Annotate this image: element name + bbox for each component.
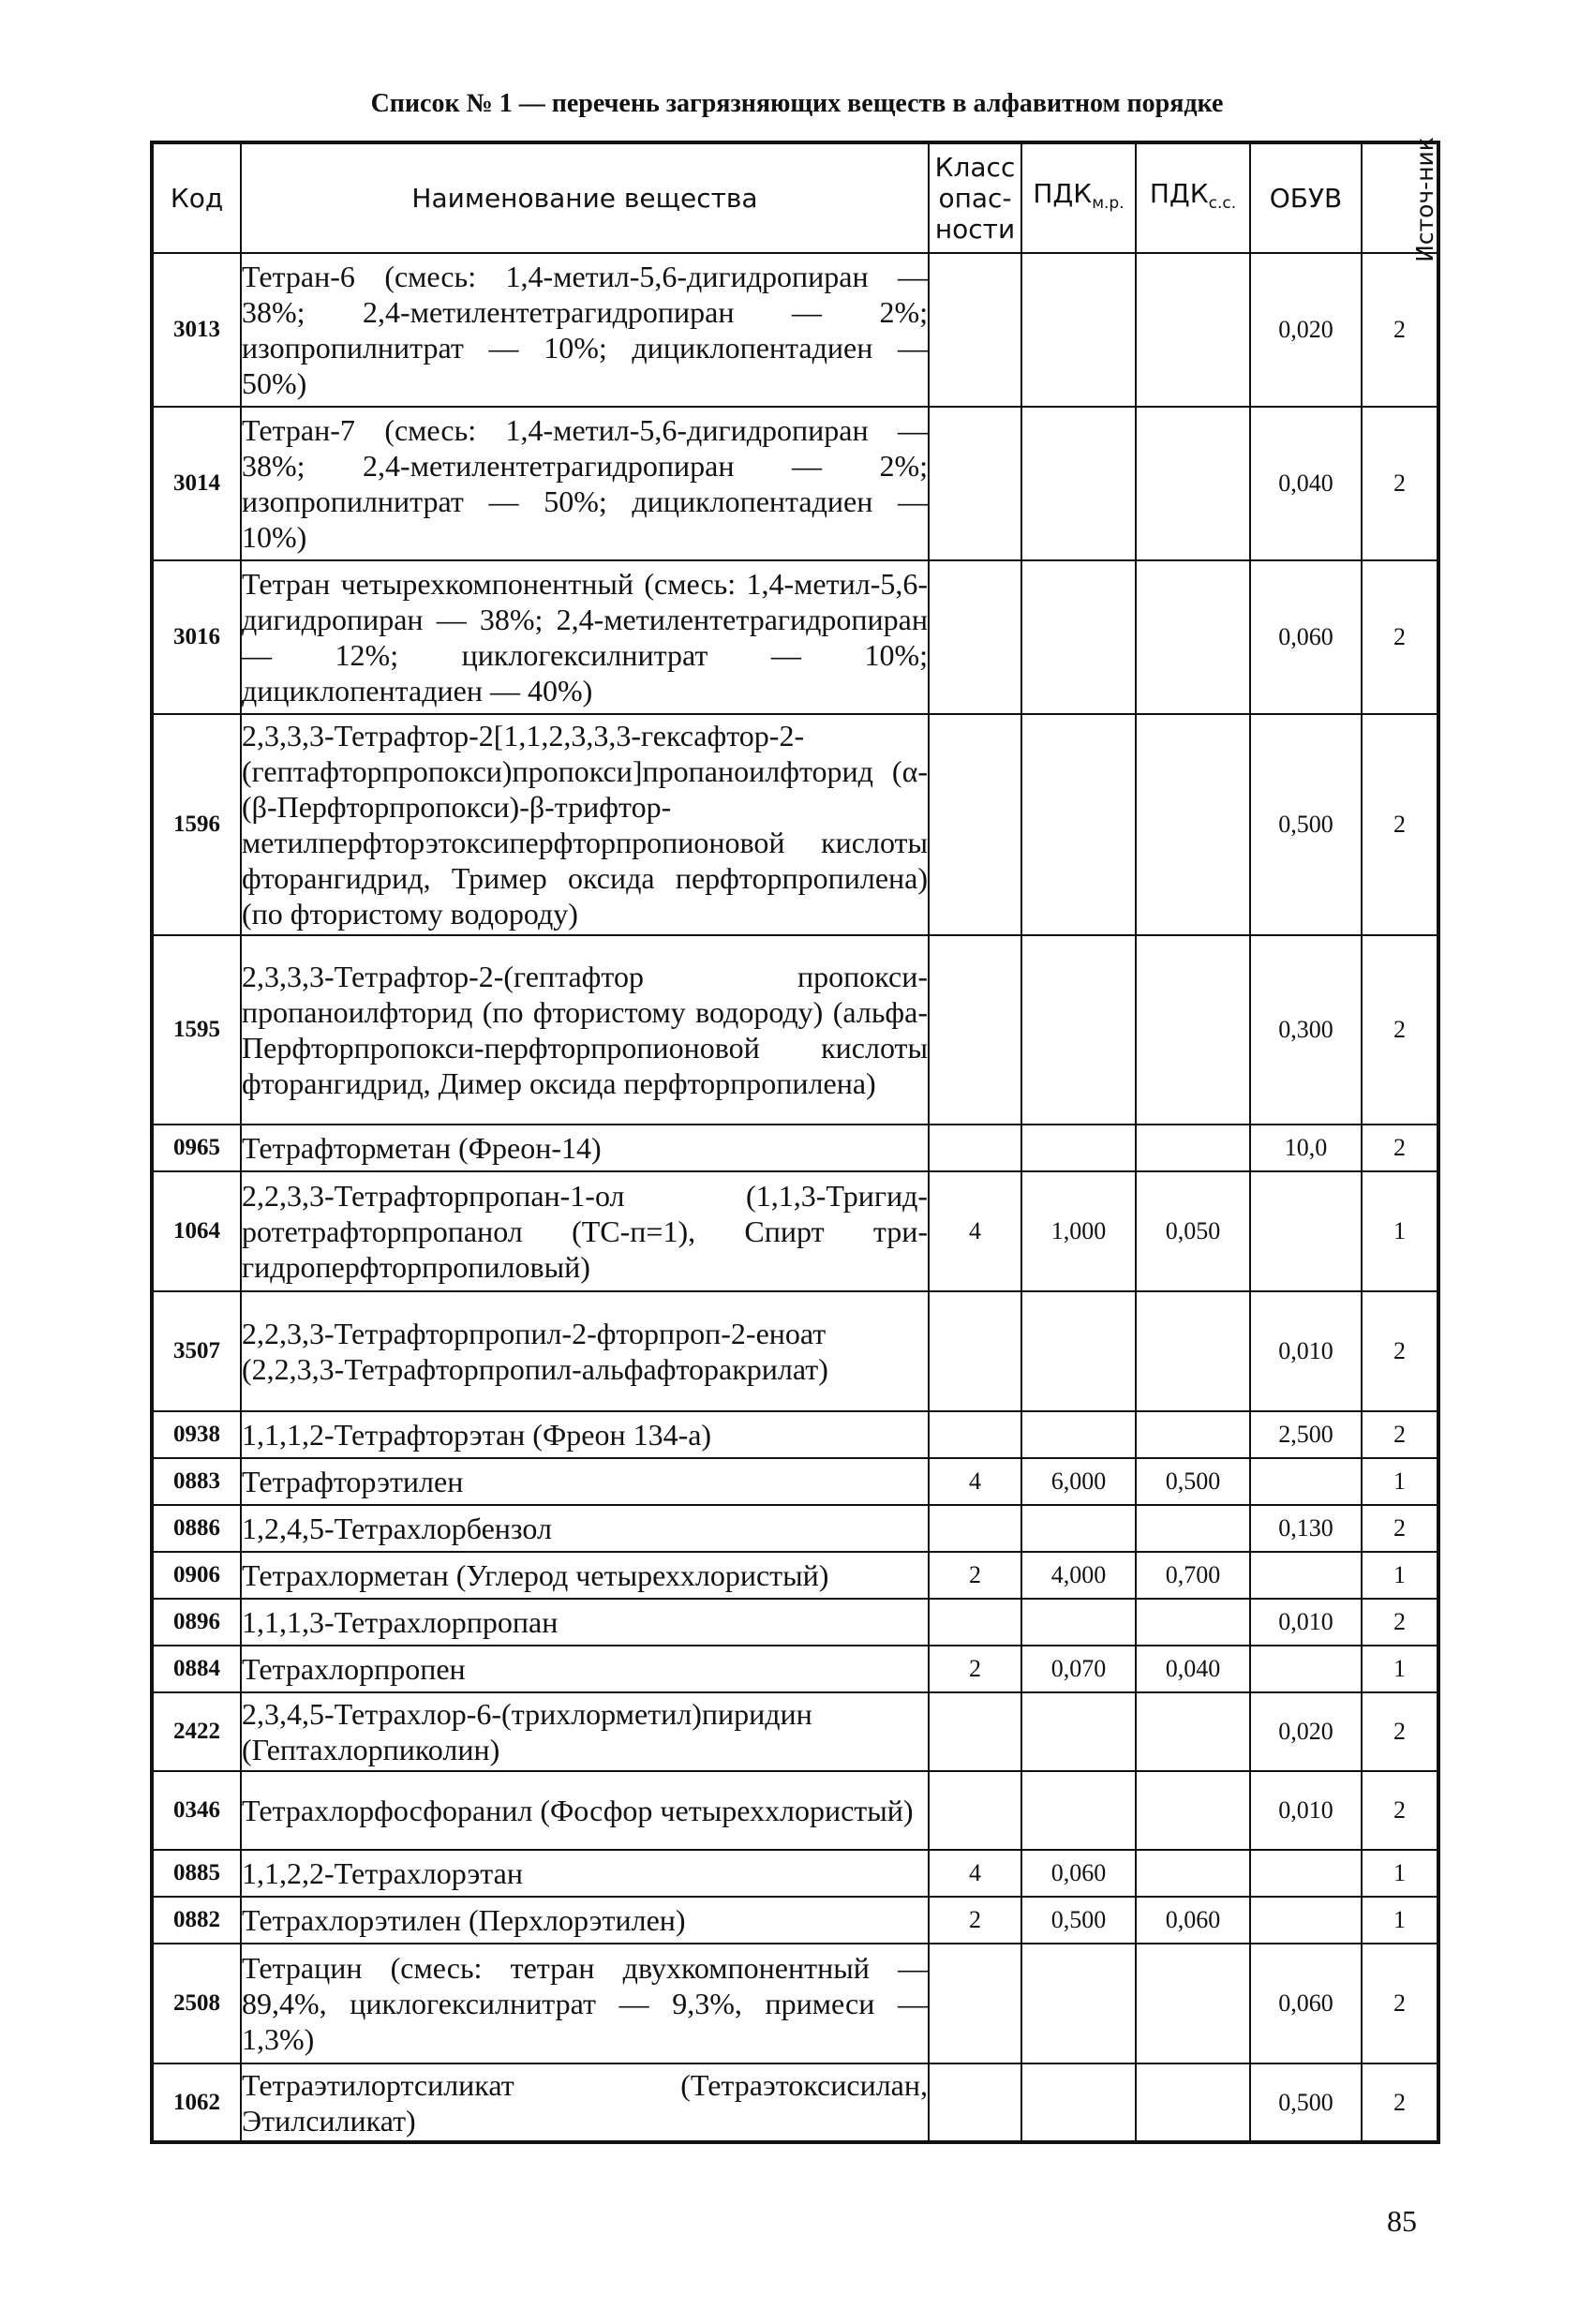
substance-name: Тетраэтилортсиликат (Тетраэтоксисилан, Этилсиликат): [241, 2063, 929, 2142]
source-cell: 2: [1362, 253, 1438, 407]
table-row: [152, 1458, 1438, 1505]
pdk-ss-cell: 0,700: [1136, 1552, 1250, 1599]
hazard-class-cell: [929, 2063, 1021, 2142]
pdk-ss-cell: [1136, 1944, 1250, 2063]
obuv-cell: 0,020: [1250, 253, 1362, 407]
table-row: [152, 1646, 1438, 1692]
hazard-class-cell: 2: [929, 1552, 1021, 1599]
table-row: [152, 1505, 1438, 1552]
hazard-class-cell: [929, 1125, 1021, 1171]
substance-name: Тетран-7 (смесь: 1,4-метил-5,6-дигидропиран — 38%; 2,4-метилентетрагидропиран — 2%; изопропилнитрат — 50%; дициклопентадиен — 10%): [241, 407, 929, 560]
pdk-ss-cell: [1136, 1291, 1250, 1411]
source-cell: 2: [1362, 1125, 1438, 1171]
hazard-class-cell: [929, 714, 1021, 935]
col-header-name: Наименование вещества: [241, 142, 929, 253]
substance-name: Тетран четырехкомпонентный (смесь: 1,4-метил-5,6-дигидропиран — 38%; 2,4-метилентетрагидропиран — 12%; циклогексилнитрат — 10%; дициклопентадиен — 40%): [241, 560, 929, 714]
table-row: [152, 1897, 1438, 1944]
pdk-ss-cell: [1136, 1125, 1250, 1171]
obuv-cell: [1250, 1552, 1362, 1599]
substance-code: 3507: [152, 1291, 241, 1411]
substance-name: 2,2,3,3-Тетрафторпропан-1-ол (1,1,3-Тригидротетрафторпропанол (ТС-п=1), Спирт тригидроперфторпропиловый): [241, 1171, 929, 1291]
source-cell: 2: [1362, 1692, 1438, 1771]
table-row: [152, 1552, 1438, 1599]
page-number: 85: [1387, 2204, 1417, 2238]
pdk-mr-cell: [1021, 407, 1136, 560]
substance-name: 2,3,3,3-Тетрафтор-2[1,1,2,3,3,3-гексафтор-2-(гептафторпропокси)пропокси]пропаноилфторид (α-(β-Перфторпропокси)-β-трифторметилперфторэтоксиперфторпропионовой кислоты фторангидрид, Тример оксида перфторпропилена) (по фтористому водороду): [241, 714, 929, 935]
pdk-ss-cell: 0,500: [1136, 1458, 1250, 1505]
table-row: [152, 1411, 1438, 1458]
obuv-cell: 0,010: [1250, 1771, 1362, 1850]
substance-name: 1,1,1,3-Тетрахлорпропан: [241, 1599, 929, 1646]
pdk-ss-subscript: с.с.: [1208, 193, 1237, 213]
table-row: [152, 1692, 1438, 1771]
hazard-class-cell: [929, 1505, 1021, 1552]
table-row: [152, 1125, 1438, 1171]
table-row: [152, 2063, 1438, 2142]
pdk-ss-cell: [1136, 1692, 1250, 1771]
pdk-mr-cell: [1021, 2063, 1136, 2142]
obuv-cell: 0,500: [1250, 2063, 1362, 2142]
obuv-cell: [1250, 1897, 1362, 1944]
pdk-mr-cell: [1021, 1291, 1136, 1411]
substances-table: [150, 137, 1440, 2144]
col-header-hazard-class: Класс опасности: [929, 142, 1021, 253]
substance-code: 1596: [152, 714, 241, 935]
pdk-mr-cell: [1021, 560, 1136, 714]
hazard-class-cell: [929, 1771, 1021, 1850]
pdk-ss-cell: [1136, 560, 1250, 714]
hazard-class-cell: [929, 935, 1021, 1125]
substance-name: 1,1,1,2-Тетрафторэтан (Фреон 134-а): [241, 1411, 929, 1458]
table-row: [152, 714, 1438, 935]
substance-code: 3013: [152, 253, 241, 407]
col-header-pdk-mr: [1021, 142, 1136, 253]
table-row: [152, 1944, 1438, 2063]
pdk-ss-cell: 0,040: [1136, 1646, 1250, 1692]
pdk-ss-cell: [1136, 935, 1250, 1125]
substance-code: 0906: [152, 1552, 241, 1599]
pdk-ss-cell: [1136, 1850, 1250, 1897]
header-row: [152, 142, 1438, 253]
substance-code: 0886: [152, 1505, 241, 1552]
pdk-mr-subscript: м.р.: [1092, 193, 1125, 213]
substance-code: 0346: [152, 1771, 241, 1850]
source-cell: 2: [1362, 2063, 1438, 2142]
source-cell: 2: [1362, 1411, 1438, 1458]
substance-code: 0882: [152, 1897, 241, 1944]
pdk-mr-cell: [1021, 1692, 1136, 1771]
obuv-cell: 0,010: [1250, 1291, 1362, 1411]
substance-code: 0884: [152, 1646, 241, 1692]
source-cell: 2: [1362, 714, 1438, 935]
pdk-ss-cell: [1136, 714, 1250, 935]
substance-code: 1595: [152, 935, 241, 1125]
obuv-cell: 2,500: [1250, 1411, 1362, 1458]
substance-code: 0938: [152, 1411, 241, 1458]
source-cell: 2: [1362, 1291, 1438, 1411]
source-cell: 2: [1362, 1505, 1438, 1552]
substance-name: Тетрахлорпропен: [241, 1646, 929, 1692]
substance-code: 0885: [152, 1850, 241, 1897]
hazard-class-cell: [929, 253, 1021, 407]
obuv-cell: [1250, 1458, 1362, 1505]
pdk-mr-cell: [1021, 1411, 1136, 1458]
source-cell: 2: [1362, 407, 1438, 560]
source-cell: 1: [1362, 1646, 1438, 1692]
substance-code: 3016: [152, 560, 241, 714]
table-row: [152, 1599, 1438, 1646]
source-cell: 1: [1362, 1552, 1438, 1599]
pdk-ss-cell: 0,050: [1136, 1171, 1250, 1291]
col-header-source: [1362, 137, 1438, 262]
source-cell: 1: [1362, 1897, 1438, 1944]
substance-code: 0896: [152, 1599, 241, 1646]
substance-name: 2,3,4,5-Тетрахлор-6-(трихлорметил)пиридин (Гептахлорпиколин): [241, 1692, 929, 1771]
substance-code: 1064: [152, 1171, 241, 1291]
substance-code: 0965: [152, 1125, 241, 1171]
pdk-ss-cell: [1136, 253, 1250, 407]
pdk-ss-cell: [1136, 1771, 1250, 1850]
source-label: Источ-ник: [1410, 137, 1438, 262]
substance-name: Тетран-6 (смесь: 1,4-метил-5,6-дигидропиран — 38%; 2,4-метилентетрагидропиран — 2%; изопропилнитрат — 10%; дициклопентадиен — 50%): [241, 253, 929, 407]
table-row: [152, 935, 1438, 1125]
substance-name: Тетрафторэтилен: [241, 1458, 929, 1505]
pdk-mr-cell: [1021, 1771, 1136, 1850]
hazard-class-cell: [929, 1944, 1021, 2063]
pdk-ss-cell: [1136, 1411, 1250, 1458]
hazard-class-cell: 2: [929, 1646, 1021, 1692]
obuv-cell: 0,010: [1250, 1599, 1362, 1646]
pdk-mr-cell: [1021, 253, 1136, 407]
source-cell: 2: [1362, 1944, 1438, 2063]
obuv-cell: 0,130: [1250, 1505, 1362, 1552]
source-cell: 1: [1362, 1171, 1438, 1291]
pdk-ss-cell: [1136, 407, 1250, 560]
pdk-ss-cell: 0,060: [1136, 1897, 1250, 1944]
obuv-cell: 0,500: [1250, 714, 1362, 935]
col-header-obuv: ОБУВ: [1250, 142, 1362, 253]
page-title: Список № 1 — перечень загрязняющих веществ в алфавитном порядке: [370, 89, 1224, 118]
obuv-cell: [1250, 1850, 1362, 1897]
substance-name: Тетрахлорфосфоранил (Фосфор четыреххлористый): [241, 1771, 929, 1850]
pdk-ss-label: ПДК: [1149, 177, 1209, 209]
substance-code: 0883: [152, 1458, 241, 1505]
hazard-class-cell: 2: [929, 1897, 1021, 1944]
obuv-cell: 0,040: [1250, 407, 1362, 560]
pdk-mr-label: ПДК: [1033, 177, 1093, 209]
substance-name: Тетрацин (смесь: тетран двухкомпонентный — 89,4%, циклогексилнитрат — 9,3%, примеси — 1,3%): [241, 1944, 929, 2063]
pdk-mr-cell: 0,070: [1021, 1646, 1136, 1692]
pdk-mr-cell: 4,000: [1021, 1552, 1136, 1599]
substance-name: 2,3,3,3-Тетрафтор-2-(гептафтор пропоксипропаноилфторид (по фтористому водороду) (альфа-Перфторпропокси-перфторпропионовой кислоты фторангидрид, Димер оксида перфторпропилена): [241, 935, 929, 1125]
pdk-ss-cell: [1136, 1505, 1250, 1552]
substance-name: 1,1,2,2-Тетрахлорэтан: [241, 1850, 929, 1897]
hazard-class-cell: 4: [929, 1850, 1021, 1897]
table-row: [152, 1171, 1438, 1291]
obuv-cell: [1250, 1171, 1362, 1291]
hazard-class-cell: [929, 560, 1021, 714]
obuv-cell: [1250, 1646, 1362, 1692]
hazard-class-cell: 4: [929, 1458, 1021, 1505]
substance-code: 2508: [152, 1944, 241, 2063]
obuv-cell: 0,020: [1250, 1692, 1362, 1771]
pdk-ss-cell: [1136, 1599, 1250, 1646]
substance-name: 1,2,4,5-Тетрахлорбензол: [241, 1505, 929, 1552]
col-header-pdk-ss: [1136, 142, 1250, 253]
pdk-ss-cell: [1136, 2063, 1250, 2142]
hazard-class-cell: [929, 407, 1021, 560]
pdk-mr-cell: [1021, 1944, 1136, 2063]
obuv-cell: 0,300: [1250, 935, 1362, 1125]
source-cell: 1: [1362, 1458, 1438, 1505]
substance-code: 3014: [152, 407, 241, 560]
source-cell: 2: [1362, 560, 1438, 714]
pdk-mr-cell: [1021, 935, 1136, 1125]
substance-code: 2422: [152, 1692, 241, 1771]
hazard-class-cell: [929, 1411, 1021, 1458]
pdk-mr-cell: [1021, 1599, 1136, 1646]
pdk-mr-cell: [1021, 1505, 1136, 1552]
hazard-class-cell: [929, 1692, 1021, 1771]
table-row: [152, 1771, 1438, 1850]
source-cell: 2: [1362, 1771, 1438, 1850]
hazard-class-cell: 4: [929, 1171, 1021, 1291]
table-row: [152, 1291, 1438, 1411]
pdk-mr-cell: 0,060: [1021, 1850, 1136, 1897]
substance-name: Тетрафторметан (Фреон-14): [241, 1125, 929, 1171]
pdk-mr-cell: [1021, 1125, 1136, 1171]
pdk-mr-cell: [1021, 714, 1136, 935]
hazard-class-cell: [929, 1291, 1021, 1411]
substance-code: 1062: [152, 2063, 241, 2142]
substance-name: 2,2,3,3-Тетрафторпропил-2-фторпроп-2-еноат (2,2,3,3-Тетрафторпропил-альфафторакрилат): [241, 1291, 929, 1411]
table-row: [152, 560, 1438, 714]
obuv-cell: 0,060: [1250, 560, 1362, 714]
pdk-mr-cell: 0,500: [1021, 1897, 1136, 1944]
substance-name: Тетрахлорэтилен (Перхлорэтилен): [241, 1897, 929, 1944]
table-row: [152, 407, 1438, 560]
substance-name: Тетрахлорметан (Углерод четыреххлористый): [241, 1552, 929, 1599]
pdk-mr-cell: 1,000: [1021, 1171, 1136, 1291]
obuv-cell: 0,060: [1250, 1944, 1362, 2063]
table-row: [152, 253, 1438, 407]
obuv-cell: 10,0: [1250, 1125, 1362, 1171]
source-cell: 2: [1362, 935, 1438, 1125]
source-cell: 1: [1362, 1850, 1438, 1897]
col-header-code: Код: [152, 142, 241, 253]
pdk-mr-cell: 6,000: [1021, 1458, 1136, 1505]
hazard-class-cell: [929, 1599, 1021, 1646]
table-row: [152, 1850, 1438, 1897]
source-cell: 2: [1362, 1599, 1438, 1646]
